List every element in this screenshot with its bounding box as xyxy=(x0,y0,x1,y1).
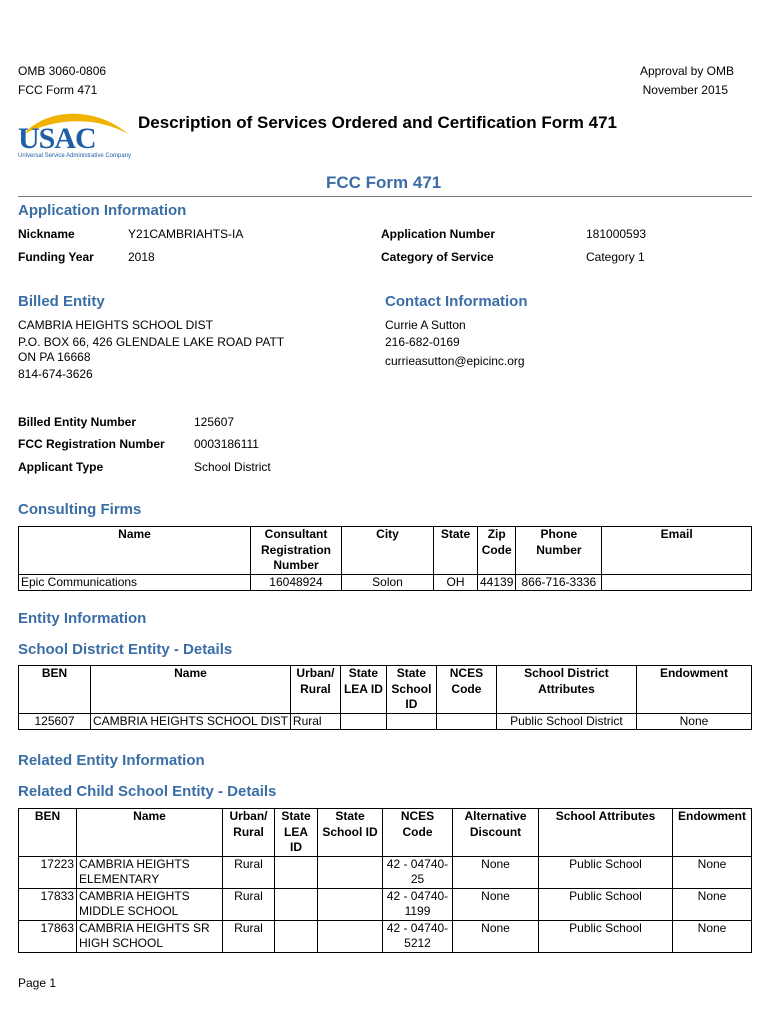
table-cell: None xyxy=(673,888,752,920)
table-cell: Public School District xyxy=(496,713,636,730)
billed-entity-phone: 814-674-3626 xyxy=(18,367,93,381)
table-cell: 125607 xyxy=(19,713,91,730)
table-cell: Rural xyxy=(223,888,275,920)
table-cell: 44139 xyxy=(478,574,516,591)
column-header: NCES Code xyxy=(436,666,496,714)
page-number: Page 1 xyxy=(18,976,57,990)
billed-entity-heading: Billed Entity xyxy=(18,293,105,310)
fcc-registration-label: FCC Registration Number xyxy=(18,437,165,451)
column-header: Urban/ Rural xyxy=(290,666,340,714)
ben-value: 125607 xyxy=(194,415,235,429)
related-child-table xyxy=(18,808,752,953)
table-row xyxy=(19,713,752,730)
column-header: NCES Code xyxy=(383,809,453,857)
table-cell: Rural xyxy=(290,713,340,730)
table-cell xyxy=(318,888,383,920)
table-cell: 42 - 04740- 1199 xyxy=(383,888,453,920)
table-cell xyxy=(436,713,496,730)
table-cell: OH xyxy=(434,574,478,591)
column-header: Name xyxy=(19,527,251,575)
application-number-label: Application Number xyxy=(381,227,496,241)
nickname-label: Nickname xyxy=(18,227,75,241)
table-cell: None xyxy=(673,856,752,888)
column-header: Endowment xyxy=(673,809,752,857)
logo-text: USAC xyxy=(18,122,96,155)
table-cell: 866-716-3336 xyxy=(516,574,602,591)
billed-entity-address-line2: ON PA 16668 xyxy=(18,350,91,364)
table-cell: None xyxy=(453,856,539,888)
table-cell: None xyxy=(673,920,752,952)
table-cell: 17863 xyxy=(19,920,77,952)
column-header: School District Attributes xyxy=(496,666,636,714)
application-info-heading: Application Information xyxy=(18,202,187,219)
related-entity-heading: Related Entity Information xyxy=(18,752,205,769)
ben-label: Billed Entity Number xyxy=(18,415,137,429)
table-row xyxy=(19,888,752,920)
column-header: BEN xyxy=(19,666,91,714)
table-row xyxy=(19,574,752,591)
form-label: FCC Form 471 xyxy=(18,83,98,97)
column-header: Phone Number xyxy=(516,527,602,575)
consulting-firms-heading: Consulting Firms xyxy=(18,501,142,518)
table-header-row xyxy=(19,809,752,857)
table-cell xyxy=(275,920,318,952)
column-header: State School ID xyxy=(386,666,436,714)
table-cell: 42 - 04740- 5212 xyxy=(383,920,453,952)
column-header: State School ID xyxy=(318,809,383,857)
table-cell: None xyxy=(636,713,751,730)
table-row xyxy=(19,856,752,888)
approval-date: November 2015 xyxy=(642,83,728,97)
usac-logo xyxy=(16,112,134,162)
table-cell: 16048924 xyxy=(251,574,342,591)
table-cell: CAMBRIA HEIGHTS SR HIGH SCHOOL xyxy=(77,920,223,952)
contact-name: Currie A Sutton xyxy=(385,318,466,332)
column-header: School Attributes xyxy=(539,809,673,857)
logo-tagline: Universal Service Administrative Company xyxy=(18,153,132,159)
related-child-details-heading: Related Child School Entity - Details xyxy=(18,783,277,800)
table-header-row xyxy=(19,666,752,714)
column-header: Urban/ Rural xyxy=(223,809,275,857)
table-cell: 17833 xyxy=(19,888,77,920)
contact-email: currieasutton@epicinc.org xyxy=(385,354,525,368)
form-subtitle: FCC Form 471 xyxy=(326,173,442,192)
funding-year-value: 2018 xyxy=(128,250,155,264)
category-label: Category of Service xyxy=(381,250,494,264)
table-cell: CAMBRIA HEIGHTS ELEMENTARY xyxy=(77,856,223,888)
table-cell: CAMBRIA HEIGHTS SCHOOL DIST xyxy=(91,713,291,730)
billed-entity-address-line1: P.O. BOX 66, 426 GLENDALE LAKE ROAD PATT xyxy=(18,335,285,349)
column-header: Zip Code xyxy=(478,527,516,575)
table-cell xyxy=(602,574,752,591)
application-number-value: 181000593 xyxy=(586,227,647,241)
table-cell: Public School xyxy=(539,888,673,920)
fcc-registration-value: 0003186111 xyxy=(194,437,259,451)
nickname-value: Y21CAMBRIAHTS-IA xyxy=(128,227,244,241)
table-cell: None xyxy=(453,888,539,920)
omb-approval: Approval by OMB xyxy=(639,64,734,78)
header-divider xyxy=(18,196,752,197)
column-header: Name xyxy=(77,809,223,857)
applicant-type-label: Applicant Type xyxy=(18,460,104,474)
table-cell xyxy=(318,856,383,888)
column-header: BEN xyxy=(19,809,77,857)
table-cell: None xyxy=(453,920,539,952)
table-cell: Rural xyxy=(223,920,275,952)
school-district-table xyxy=(18,665,752,730)
billed-entity-name: CAMBRIA HEIGHTS SCHOOL DIST xyxy=(18,318,213,332)
category-value: Category 1 xyxy=(586,250,645,264)
column-header: Consultant Registration Number xyxy=(251,527,342,575)
column-header: State LEA ID xyxy=(275,809,318,857)
table-cell: Solon xyxy=(342,574,434,591)
column-header: State xyxy=(434,527,478,575)
table-cell: Public School xyxy=(539,856,673,888)
contact-phone: 216-682-0169 xyxy=(385,335,460,349)
school-district-details-heading: School District Entity - Details xyxy=(18,641,233,658)
column-header: Endowment xyxy=(636,666,751,714)
column-header: City xyxy=(342,527,434,575)
funding-year-label: Funding Year xyxy=(18,250,94,264)
table-cell: Epic Communications xyxy=(19,574,251,591)
table-cell xyxy=(386,713,436,730)
table-cell: 42 - 04740- 25 xyxy=(383,856,453,888)
table-cell: Rural xyxy=(223,856,275,888)
table-row xyxy=(19,920,752,952)
table-cell xyxy=(275,888,318,920)
table-cell xyxy=(318,920,383,952)
table-cell: Public School xyxy=(539,920,673,952)
column-header: Email xyxy=(602,527,752,575)
table-cell: 17223 xyxy=(19,856,77,888)
column-header: Alternative Discount xyxy=(453,809,539,857)
contact-info-heading: Contact Information xyxy=(385,293,528,310)
applicant-type-value: School District xyxy=(194,460,271,474)
table-header-row xyxy=(19,527,752,575)
column-header: State LEA ID xyxy=(340,666,386,714)
entity-info-heading: Entity Information xyxy=(18,610,147,627)
omb-number: OMB 3060-0806 xyxy=(18,64,107,78)
page-title: Description of Services Ordered and Certification Form 471 xyxy=(138,113,617,132)
column-header: Name xyxy=(91,666,291,714)
table-cell: CAMBRIA HEIGHTS MIDDLE SCHOOL xyxy=(77,888,223,920)
table-cell xyxy=(275,856,318,888)
table-cell xyxy=(340,713,386,730)
consulting-firms-table xyxy=(18,526,752,591)
